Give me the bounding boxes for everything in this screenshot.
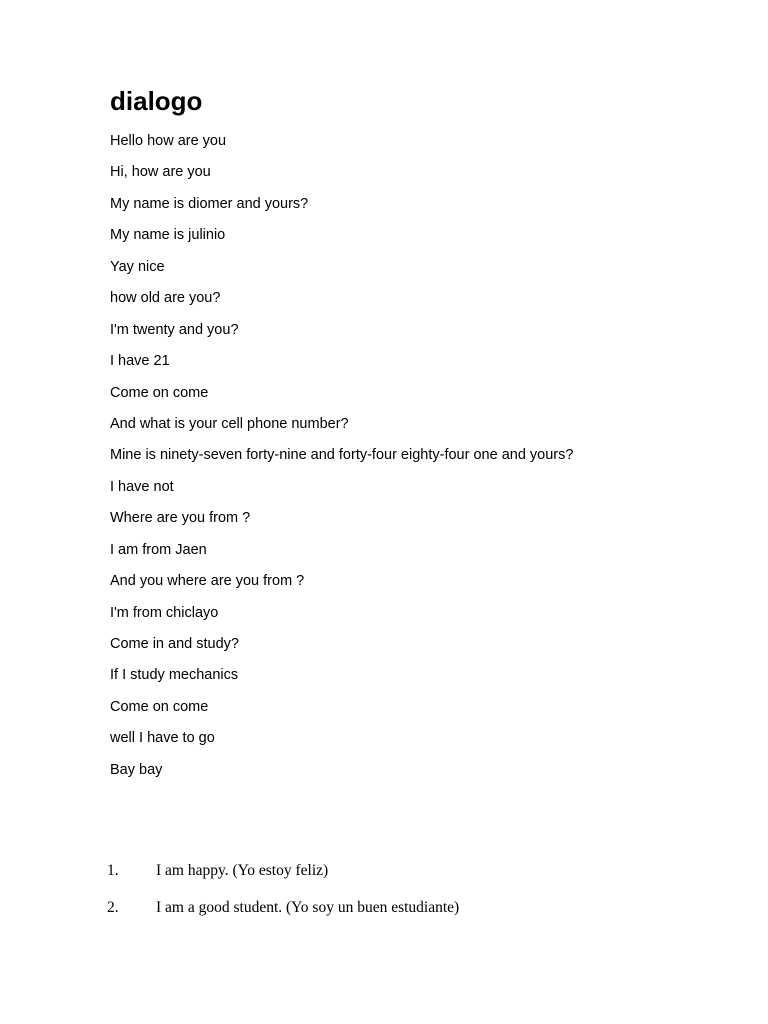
dialogue-line: Bay bay	[110, 761, 163, 778]
dialogue-line: Come on come	[110, 698, 209, 715]
list-number: 2.	[107, 899, 119, 916]
dialogue-line: I'm twenty and you?	[110, 321, 239, 338]
dialogue-line: Come on come	[110, 384, 209, 401]
dialogue-line: I have 21	[110, 353, 170, 370]
dialogue-line: Mine is ninety-seven forty-nine and forty-four eighty-four one and yours?	[110, 447, 574, 464]
dialogue-line: how old are you?	[110, 290, 221, 307]
dialogue-line: My name is julinio	[110, 227, 226, 244]
dialogue-line: I have not	[110, 478, 174, 495]
dialogue-line: I am from Jaen	[110, 541, 207, 558]
dialogue-line: Hi, how are you	[110, 164, 211, 181]
list-number: 1.	[107, 862, 119, 879]
document-title: dialogo	[110, 86, 203, 116]
dialogue-line: Hello how are you	[110, 133, 227, 149]
dialogue-line: Yay nice	[110, 258, 165, 275]
dialogue-line: If I study mechanics	[110, 667, 239, 684]
list-item-text: I am happy. (Yo estoy feliz)	[156, 862, 329, 879]
dialogue-line: Where are you from ?	[110, 510, 251, 527]
dialogue-line: well I have to go	[110, 730, 215, 747]
dialogue-line: I'm from chiclayo	[110, 604, 219, 621]
dialogue-line: And you where are you from ?	[110, 573, 305, 590]
dialogue-line: Come in and study?	[110, 636, 239, 652]
dialogue-list	[110, 130, 573, 790]
list-item-text: I am a good student. (Yo soy un buen estudiante)	[156, 899, 460, 916]
dialogue-line: And what is your cell phone number?	[110, 415, 349, 432]
dialogue-line: My name is diomer and yours?	[110, 195, 309, 212]
